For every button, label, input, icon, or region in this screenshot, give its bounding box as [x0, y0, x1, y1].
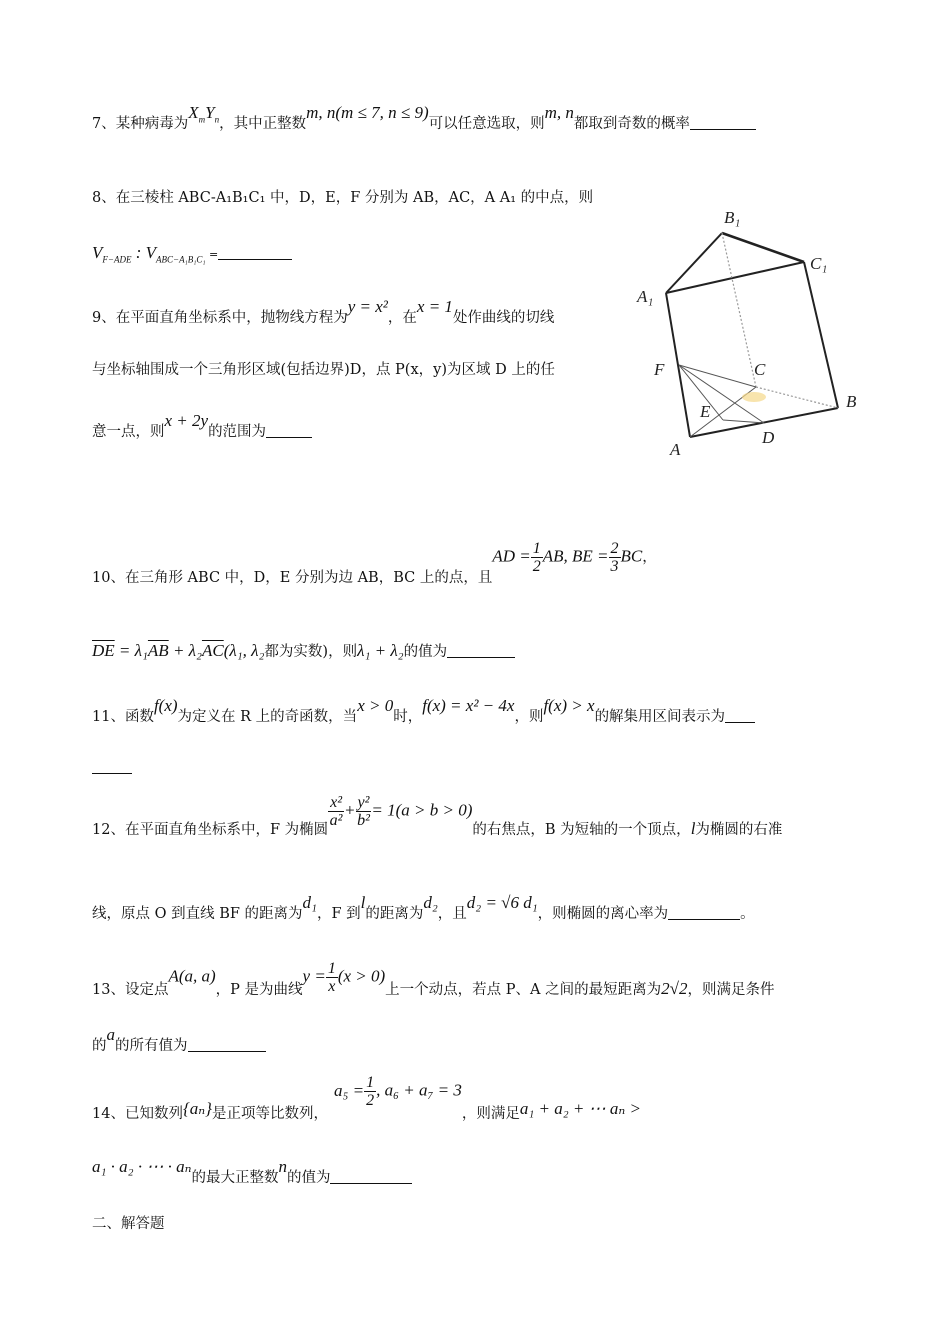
label-e: E — [700, 402, 711, 421]
q10-bc: BC — [620, 546, 643, 566]
q10-vector-equation: $\overline{DE} = \lambda_1\overline{AB} + \lambda_2\overline{AC}(\lambda_1$, λ₂ — [92, 641, 265, 660]
q12-plus: + — [344, 800, 356, 820]
answer-blank — [447, 643, 515, 659]
q12-ellipse-condition: = 1(a > b > 0) — [371, 800, 473, 820]
q12-d2: d₂ — [423, 893, 438, 912]
edge-cb-hidden — [756, 387, 838, 408]
q10-text-2: 都为实数)，则 — [264, 644, 358, 660]
q11-text-3: 时， — [393, 709, 423, 725]
q7-text-4: 都取到奇数的概率 — [573, 116, 690, 132]
edge-b1c-hidden — [722, 233, 756, 387]
q14-text-4: 的最大正整数 — [191, 1170, 279, 1186]
question-11 — [92, 696, 755, 726]
question-12 — [92, 794, 783, 838]
q14-text-1: 14、已知数列 — [92, 1105, 183, 1122]
answer-blank — [330, 1169, 412, 1185]
answer-blank — [668, 905, 740, 921]
q13-text-3: 上一个动点，若点 P、A 之间的最短距离为 — [385, 981, 662, 998]
q9-text-2: ，在 — [387, 310, 417, 326]
q14-n: n — [278, 1157, 287, 1176]
q13-a: a — [106, 1025, 115, 1044]
fraction-2-3: $\frac{2}{3}$ — [610, 540, 619, 575]
label-b: B — [846, 392, 857, 411]
q10-text-3: 的值为 — [403, 644, 448, 660]
fraction-1-2: $\frac{1}{2}$ — [532, 540, 541, 575]
label-a: A — [670, 440, 681, 459]
q11-text-5: 的解集用区间表示为 — [594, 709, 726, 725]
q12-distance-relation: d₂ = √6 d₁ — [466, 893, 538, 912]
q12-text-6: 的距离为 — [365, 906, 424, 922]
q10-be: AB, BE = — [542, 546, 609, 566]
question-14 — [92, 1074, 641, 1122]
section-heading: 二、解答题 — [92, 1216, 165, 1232]
fraction-y2-b2: $\frac{\text{y²}}{\text{b²}}$ — [357, 794, 370, 829]
q10-ad: AD = — [492, 546, 531, 566]
label-b1: B₁ — [724, 208, 741, 227]
q9-line-3 — [92, 411, 312, 441]
q13-min-distance: 2√2 — [661, 978, 688, 998]
edge-c1b — [804, 262, 838, 408]
q12-text-2: 的右焦点，B 为短轴的一个顶点， — [472, 821, 691, 838]
question-8 — [92, 186, 593, 207]
answer-blank — [266, 423, 312, 439]
q14-product: a₁ · a₂ · ⋯ · aₙ — [92, 1157, 192, 1176]
prism-figure — [634, 205, 866, 463]
question-10 — [92, 540, 657, 586]
q8-equals: = — [205, 248, 219, 261]
q11-text-2: 为定义在 R 上的奇函数，当 — [177, 709, 358, 725]
q13-y-equals: y = — [302, 966, 326, 986]
q13-line-2 — [92, 1025, 266, 1055]
label-d: D — [762, 428, 775, 447]
q7-condition: m, n(m ≤ 7, n ≤ 9) — [306, 103, 429, 122]
answer-blank — [188, 1037, 266, 1053]
question-number: 7、 — [92, 116, 116, 132]
edge-fc — [679, 365, 756, 387]
q13-point-a: A(a, a) — [168, 966, 216, 986]
q9-text-3: 处作曲线的切线 — [452, 310, 555, 326]
q9-x-equals-1: x = 1 — [416, 297, 453, 316]
q13-text-6: 的所有值为 — [115, 1038, 188, 1054]
q7-virus-formula: $X_mY_n$ — [188, 103, 220, 125]
q9-text-5: 的范围为 — [208, 424, 267, 440]
q14-text-5: 的值为 — [286, 1170, 331, 1186]
q11-x-positive: x > 0 — [357, 696, 394, 715]
q9-parabola: y = x² — [347, 297, 388, 316]
label-a1: A₁ — [637, 287, 654, 306]
q14-sum-condition: , a₆ + a₇ = 3 — [376, 1080, 462, 1100]
edge-b1c1 — [722, 233, 804, 262]
edge-a1b1 — [666, 233, 722, 293]
q12-text-3: 为椭圆的右准 — [695, 821, 783, 838]
edge-a1a — [666, 293, 690, 437]
q9-text-4: 意一点，则 — [92, 424, 165, 440]
q12-text-7: ，且 — [437, 906, 467, 922]
answer-blank — [92, 758, 132, 774]
q13-text-5: 的 — [92, 1038, 107, 1054]
q10-text-1: 10、在三角形 ABC 中，D，E 分别为边 AB，BC 上的点，且 — [92, 569, 493, 586]
q13-text-4: ，则满足条件 — [687, 981, 775, 998]
q10-lambda-sum: λ₁ + λ₂ — [357, 641, 404, 660]
q11-inequality: f(x) > x — [543, 696, 595, 715]
q13-domain: (x > 0) — [337, 966, 386, 986]
q7-text-2: ，其中正整数 — [219, 116, 307, 132]
q11-text-1: 11、函数 — [92, 709, 154, 725]
q11-function-def: f(x) = x² − 4x — [422, 696, 515, 715]
label-f: F — [654, 360, 665, 379]
label-c: C — [754, 360, 766, 379]
q14-text-2: 是正项等比数列， — [211, 1105, 328, 1122]
q14-sequence: {aₙ} — [182, 1098, 212, 1118]
answer-blank — [690, 115, 756, 131]
q14-text-3: ，则满足 — [461, 1105, 520, 1122]
q10-comma: ， — [642, 549, 657, 566]
q14-sum-inequality: a₁ + a₂ + ⋯ aₙ > — [519, 1098, 641, 1118]
q7-text-1: 某种病毒为 — [115, 116, 189, 132]
q9-expression: x + 2y — [164, 411, 209, 430]
edge-ed — [723, 420, 764, 423]
fraction-1-2: $\frac{1}{2}$ — [366, 1074, 375, 1109]
q14-a5: a₅ = — [333, 1080, 365, 1100]
question-13 — [92, 960, 775, 998]
q11-text-4: ，则 — [514, 709, 544, 725]
q14-line-2 — [92, 1157, 412, 1187]
q12-l-2: l — [360, 893, 366, 912]
q9-line-2: 与坐标轴围成一个三角形区域(包括边界)D，点 P(x，y)为区域 D 上的任 — [92, 362, 555, 378]
question-9 — [92, 297, 555, 327]
fraction-1-x: $\frac{1}{x}$ — [327, 960, 336, 995]
q13-text-1: 13、设定点 — [92, 981, 169, 998]
q13-text-2: ，P 是为曲线 — [215, 981, 303, 998]
q12-period: 。 — [740, 906, 755, 922]
q7-text-3: 可以任意选取，则 — [428, 116, 545, 132]
question-7 — [92, 103, 756, 134]
q11-fx: f(x) — [153, 696, 178, 715]
q9-text-1: 9、在平面直角坐标系中，抛物线方程为 — [92, 310, 348, 326]
q8-ratio-line — [92, 243, 292, 264]
fraction-x2-a2: $\frac{\text{x²}}{\text{a²}}$ — [329, 794, 343, 829]
q12-line-2 — [92, 893, 755, 923]
q10-line-2 — [92, 640, 515, 661]
q8-text: 8、在三棱柱 ABC-A₁B₁C₁ 中，D，E，F 分别为 AB，AC，A A₁ 的中点，则 — [92, 190, 594, 206]
q12-l: l — [690, 818, 696, 838]
q11-blank-continued — [92, 758, 132, 776]
q12-text-8: ，则椭圆的离心率为 — [537, 906, 669, 922]
shaded-region — [742, 392, 766, 402]
label-c1: C₁ — [810, 254, 828, 273]
q12-text-1: 12、在平面直角坐标系中，F 为椭圆 — [92, 821, 329, 838]
answer-blank — [218, 245, 292, 261]
q7-mn: m, n — [544, 103, 574, 122]
q12-text-5: ，F 到 — [316, 906, 361, 922]
answer-blank — [725, 708, 755, 724]
edge-a1c1 — [666, 262, 804, 293]
q12-text-4: 线，原点 O 到直线 BF 的距离为 — [92, 906, 303, 922]
q8-ratio: $V_{F-ADE}$ : $V_{ABC-A_1B_1C_1}$ — [92, 243, 206, 265]
q12-d1: d₁ — [302, 893, 317, 912]
